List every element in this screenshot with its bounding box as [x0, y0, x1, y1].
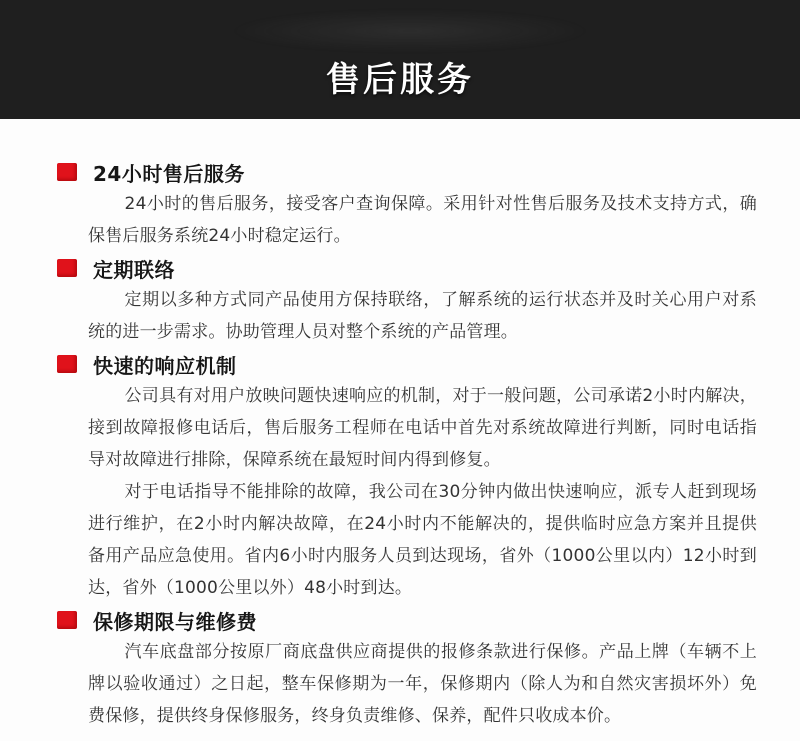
- section-24h-after-sales: [57, 156, 757, 252]
- section-fast-response: [57, 348, 757, 604]
- red-square-bullet-icon: [57, 611, 77, 629]
- section-title: 定期联络: [93, 257, 175, 282]
- page-title: 售后服务: [326, 60, 474, 100]
- section-title: 24小时售后服务: [93, 161, 245, 186]
- section-paragraph: 定期以多种方式同产品使用方保持联络，了解系统的运行状态并及时关心用户对系统的进一步需求。协助管理人员对整个系统的产品管理。: [88, 290, 757, 342]
- section-heading: [57, 156, 757, 188]
- section-title: 快速的响应机制: [93, 353, 237, 378]
- page-header: [0, 0, 800, 119]
- section-paragraph: 汽车底盘部分按原厂商底盘供应商提供的报修条款进行保修。产品上牌（车辆不上牌以验收通过）之日起，整车保修期为一年，保修期内（除人为和自然灾害损坏外）免费保修，提供终身保修服务，终身负责维修、保养，配件只收成本价。: [88, 642, 757, 726]
- section-paragraph: 对于电话指导不能排除的故障，我公司在30分钟内做出快速响应，派专人赶到现场进行维护，在2小时内解决故障，在24小时内不能解决的，提供临时应急方案并且提供备用产品应急使用。省内6小时内服务人员到达现场，省外（1000公里以内）12小时到达，省外（1000公里以外）48小时到达。: [88, 482, 757, 598]
- section-paragraph: 公司具有对用户放映问题快速响应的机制，对于一般问题，公司承诺2小时内解决，接到故障报修电话后，售后服务工程师在电话中首先对系统故障进行判断，同时电话指导对故障进行排除，保障系统在最短时间内得到修复。: [88, 386, 757, 470]
- section-title: 保修期限与维修费: [93, 609, 257, 634]
- red-square-bullet-icon: [57, 355, 77, 373]
- red-square-bullet-icon: [57, 163, 77, 181]
- red-square-bullet-icon: [57, 259, 77, 277]
- section-heading: [57, 252, 757, 284]
- section-warranty-fees: [57, 604, 757, 732]
- section-paragraph: 24小时的售后服务，接受客户查询保障。采用针对性售后服务及技术支持方式，确保售后服务系统24小时稳定运行。: [88, 194, 757, 246]
- section-heading: [57, 348, 757, 380]
- content-area: [0, 119, 800, 732]
- section-regular-contact: [57, 252, 757, 348]
- watermark-smudge: [230, 10, 590, 52]
- section-heading: [57, 604, 757, 636]
